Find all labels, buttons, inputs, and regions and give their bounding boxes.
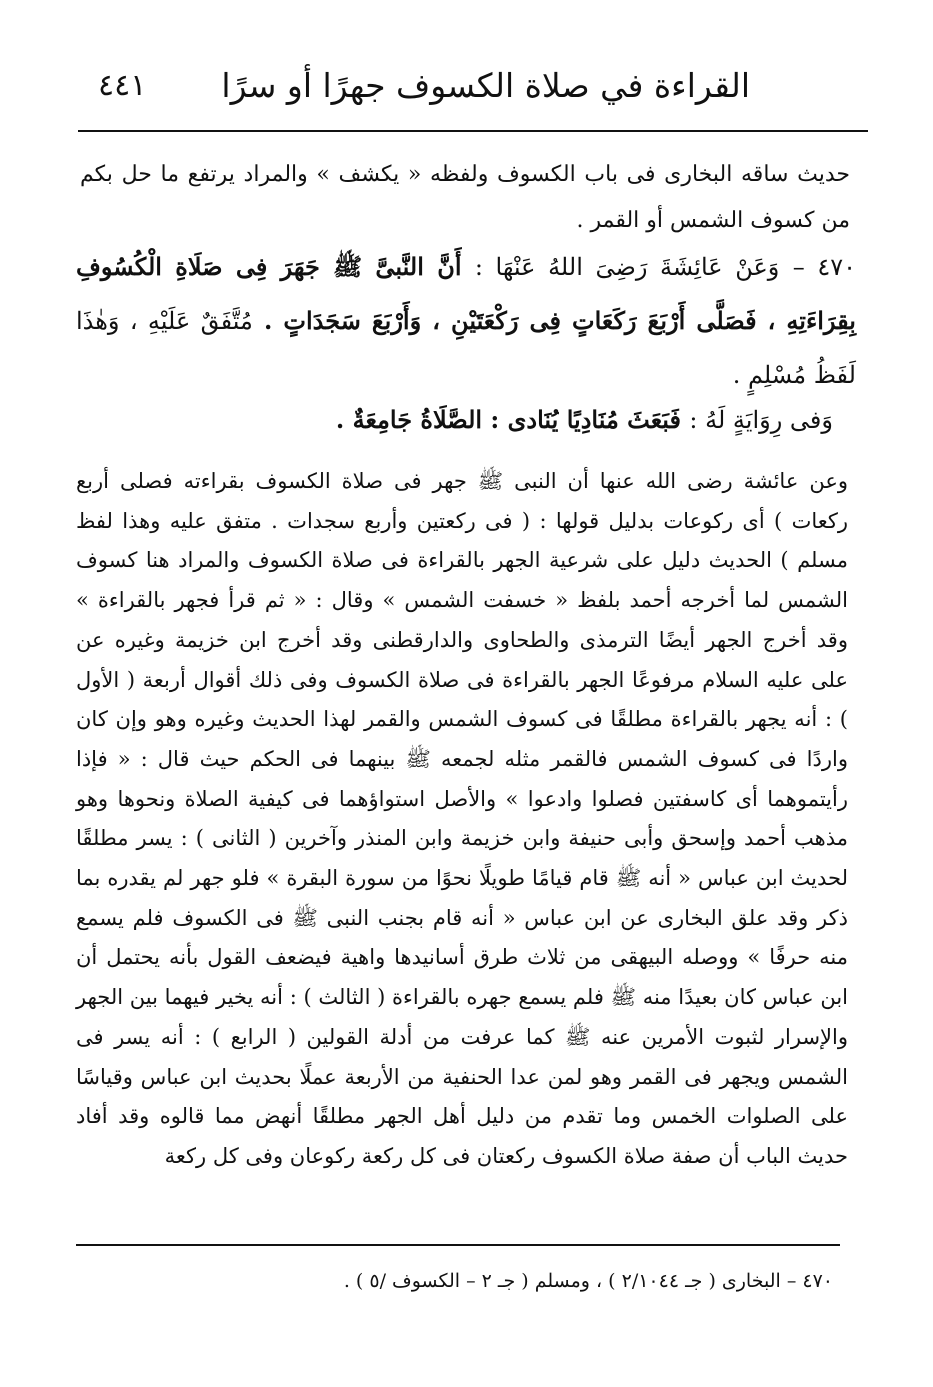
footnote: ٤٧٠ – البخارى ( جـ ٢/١٠٤٤ ) ، ومسلم ( جـ ٢ – الكسوف /٥ ) . [343,1270,833,1292]
footnote-rule [76,1244,840,1246]
page-header [80,62,870,112]
hadith-text: أَنَّ النَّبىَّ ﷺ جَهَرَ فِى صَلَاةِ الْكُسُوفِ بِقِرَاءَتِهِ ، فَصَلَّى أَرْبَعَ رَكَعَاتٍ فِى رَكْعَتَيْنِ ، وَأَرْبَعَ سَجَدَاتٍ . [76,252,856,335]
riwaya-text: فَبَعَثَ مُنَادِيًا يُنَادى : الصَّلَاةُ جَامِعَةٌ . [335,405,682,434]
hadith-narrator: وَعَنْ عَائِشَةَ رَضِىَ اللهُ عَنْهَا : [474,253,780,281]
hadith-number: ٤٧٠ – [792,253,856,281]
hadith-paragraph [76,240,856,402]
header-rule [78,130,868,132]
commentary-paragraph: وعن عائشة رضى الله عنها أن النبى ﷺ جهر فى صلاة الكسوف بقراءته فصلى أربع ركعات ) أى ركوعات بدليل قولها : ( فى ركعتين وأربع سجدات . متفق عليه وهذا لفظ مسلم ) الحديث دليل على شرعية الجهر بالقراءة فى صلاة الكسوف والمراد هنا كسوف الشمس لما أخرجه أحمد بلفظ « خسفت الشمس » وقال : « ثم قرأ فجهر بالقراءة » وقد أخرج الجهر أيضًا الترمذى والطحاوى والدارقطنى وقد أخرج ابن خزيمة وغيره عن على عليه السلام مرفوعًا الجهر بالقراءة فى صلاة الكسوف وفى ذلك أقوال أربعة ( الأول ) : أنه يجهر بالقراءة مطلقًا فى كسوف الشمس والقمر لهذا الحديث وغيره وهو وإن كان واردًا فى كسوف الشمس فالقمر مثله لجمعه ﷺ بينهما فى الحكم حيث قال : « فإذا رأيتموهما أى كاسفتين فصلوا وادعوا » والأصل استواؤهما فى كيفية الصلاة ونحوها وهو مذهب أحمد وإسحق وأبى حنيفة وابن خزيمة وابن المنذر وآخرين ( الثانى ) : يسر مطلقًا لحديث ابن عباس « أنه ﷺ قام قيامًا طويلًا نحوًا من سورة البقرة » فلو جهر لم يقدره بما ذكر وقد علق البخارى عن ابن عباس « أنه قام بجنب النبى ﷺ فى الكسوف فلم يسمع منه حرفًا » ووصله البيهقى من ثلاث طرق أسانيدها واهية فيضعف القول بأنه يحتمل أن ابن عباس كان بعيدًا منه ﷺ فلم يسمع جهره بالقراءة ( الثالث ) : أنه يخير فيهما بين الجهر والإسرار لثبوت الأمرين عنه ﷺ كما عرفت من أدلة القولين ( الرابع ) : أنه يسر فى الشمس ويجهر فى القمر وهو لمن عدا الحنفية من الأربعة عملًا بحديث ابن عباس وقياسًا على الصلوات الخمس وما تقدم من دليل أهل الجهر مطلقًا أنهض مما قالوه وقد أفاد حديث الباب أن صفة صلاة الكسوف ركعتان فى كل ركعة ركوعان وفى كل ركعة [76,469,848,1168]
page-number: ٤٤١ [98,68,147,103]
running-title: القراءة في صلاة الكسوف جهرًا أو سرًا [221,66,750,105]
riwaya-paragraph [336,396,833,444]
hadith-attribution: مُتَّفَقٌ عَلَيْهِ ، وَهٰذَا لَفَظُ مُسْلِمٍ . [76,307,856,389]
riwaya-intro: وَفى رِوَايَةٍ لَهُ : [689,406,833,434]
intro-paragraph: حديث ساقه البخارى فى باب الكسوف ولفظه « يكشف » والمراد يرتفع ما حل بكم من كسوف الشمس أو القمر . [80,162,850,233]
